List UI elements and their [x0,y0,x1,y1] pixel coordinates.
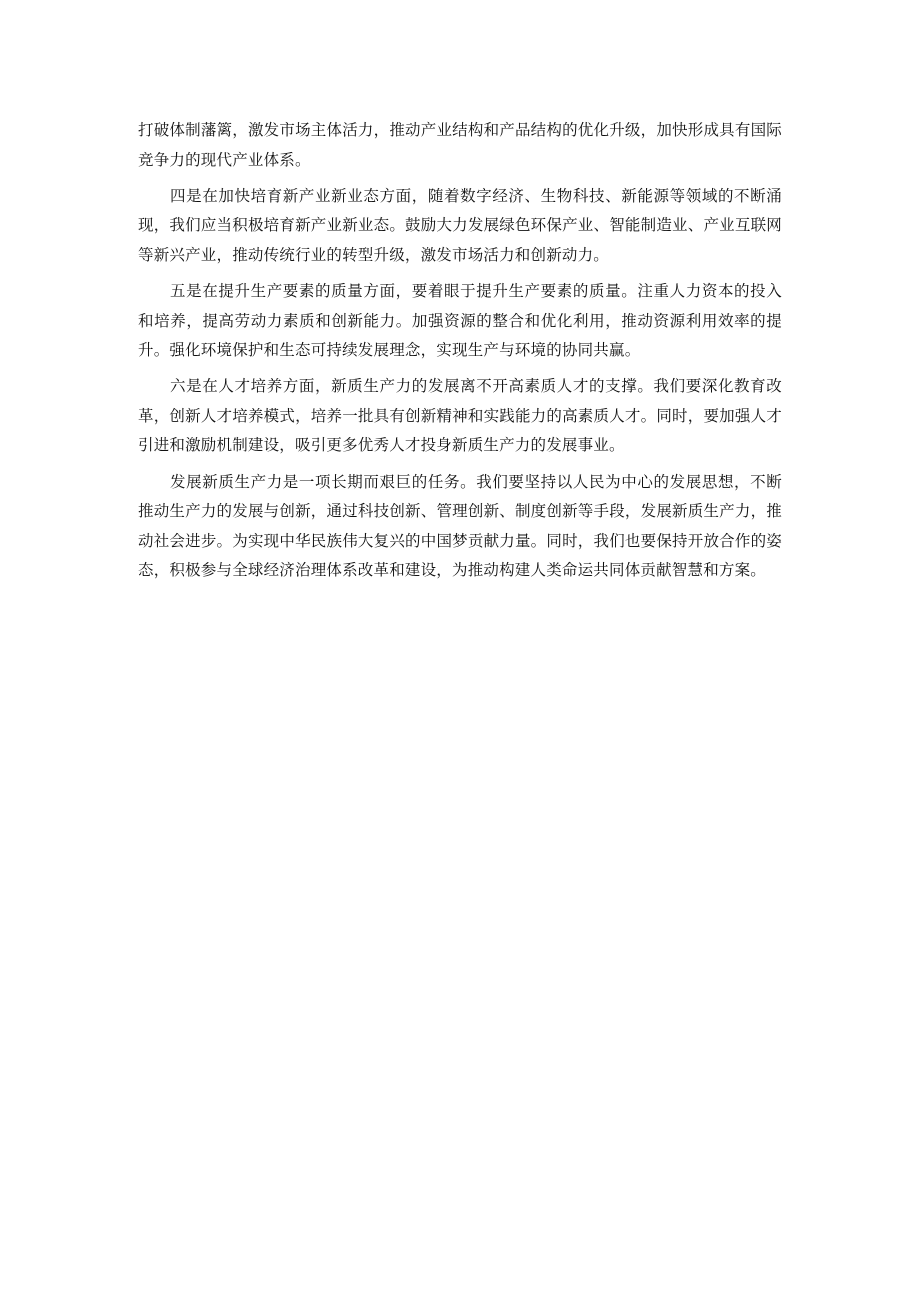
paragraph-production-factors: 五是在提升生产要素的质量方面，要着眼于提升生产要素的质量。注重人力资本的投入和培养，提高劳动力素质和创新能力。加强资源的整合和优化利用，推动资源利用效率的提升。强化环境保护和生态可持续发展理念，实现生产与环境的协同共赢。 [138,281,782,360]
document-body [138,116,782,592]
paragraph-continuation: 打破体制藩篱，激发市场主体活力，推动产业结构和产品结构的优化升级，加快形成具有国际竞争力的现代产业体系。 [138,121,782,169]
paragraph-talent-cultivation: 六是在人才培养方面，新质生产力的发展离不开高素质人才的支撑。我们要深化教育改革，创新人才培养模式，培养一批具有创新精神和实践能力的高素质人才。同时，要加强人才引进和激励机制建设，吸引更多优秀人才投身新质生产力的发展事业。 [138,377,782,455]
paragraph-conclusion: 发展新质生产力是一项长期而艰巨的任务。我们要坚持以人民为中心的发展思想，不断推动生产力的发展与创新，通过科技创新、管理创新、制度创新等手段，发展新质生产力，推动社会进步。为实现中华民族伟大复兴的中国梦贡献力量。同时，我们也要保持开放合作的姿态，积极参与全球经济治理体系改革和建设，为推动构建人类命运共同体贡献智慧和方案。 [138,472,782,580]
paragraph-new-industries: 四是在加快培育新产业新业态方面，随着数字经济、生物科技、新能源等领域的不断涌现，我们应当积极培育新产业新业态。鼓励大力发展绿色环保产业、智能制造业、产业互联网等新兴产业，推动传统行业的转型升级，激发市场活力和创新动力。 [138,186,782,264]
